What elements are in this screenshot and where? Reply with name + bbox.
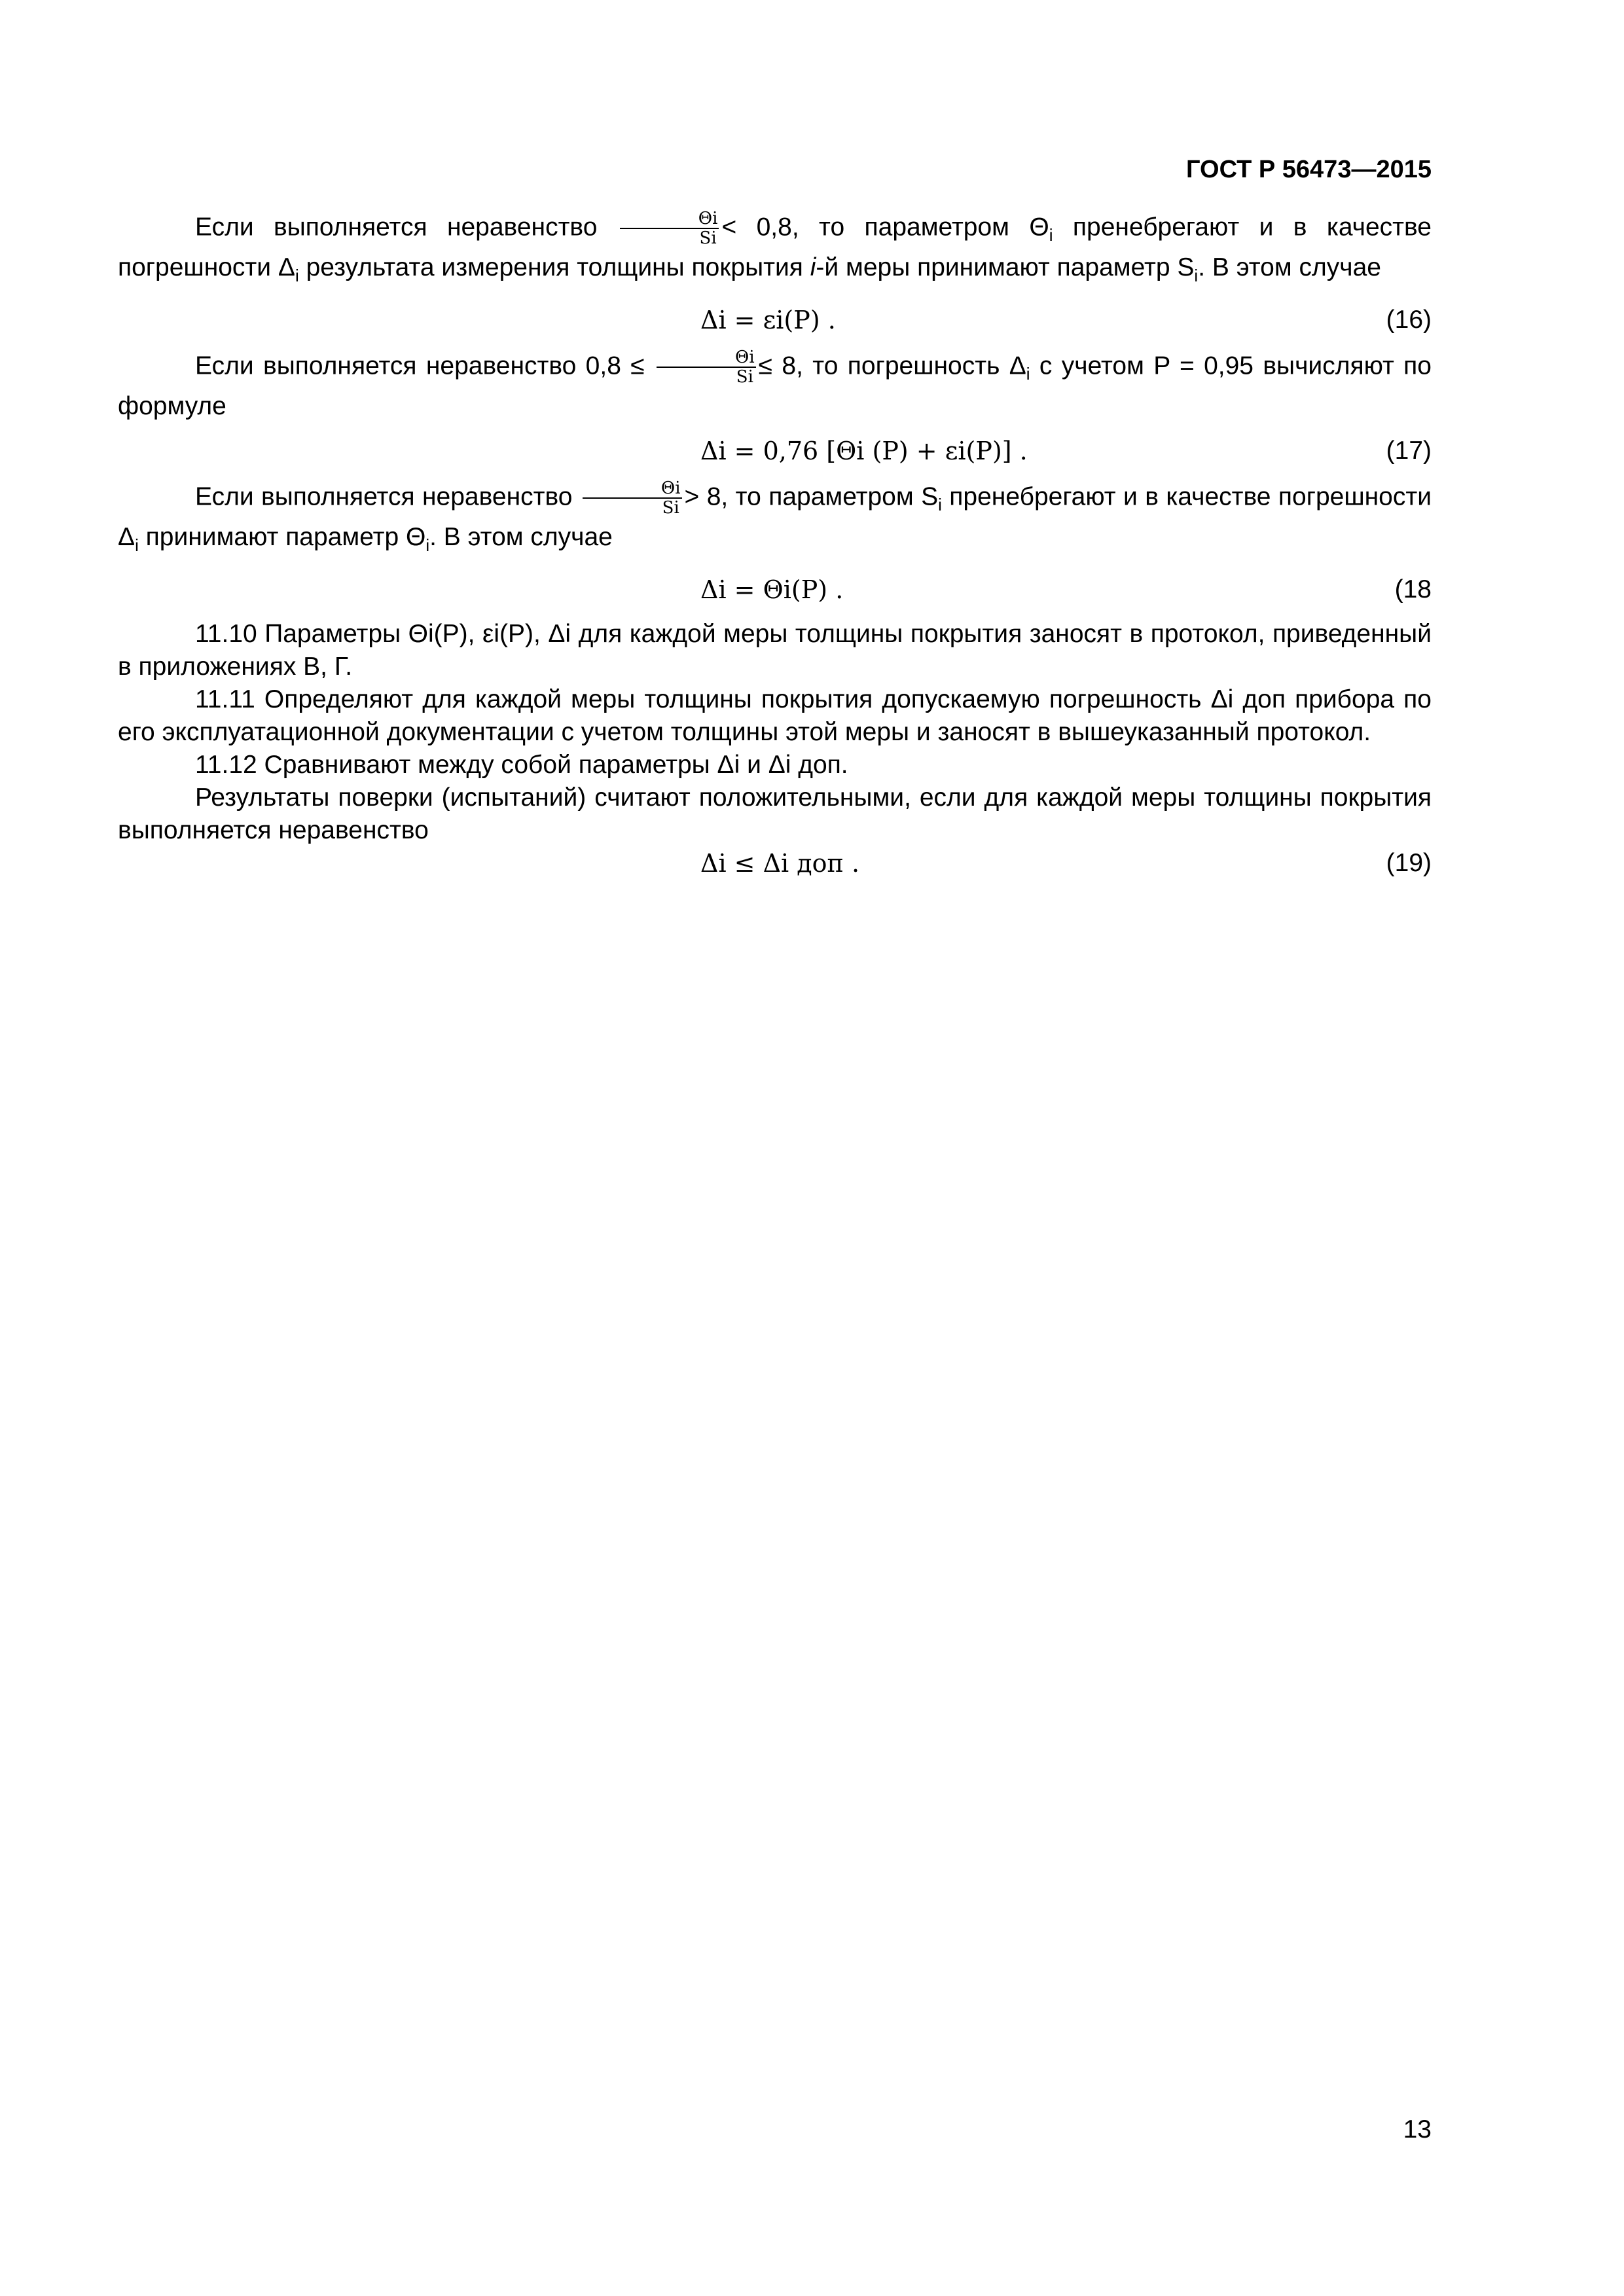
- text: -й меры принимают параметр S: [816, 253, 1195, 282]
- fraction-denominator: Si: [662, 497, 679, 518]
- equation-number: (19): [1386, 848, 1432, 877]
- text: пренебрегают и в качестве погрешности Δ: [118, 213, 1432, 282]
- equation-number: (18: [1394, 575, 1432, 603]
- italic-i: i: [810, 253, 816, 282]
- text: с учетом P = 0,95 вычисляют по формуле: [118, 351, 1432, 420]
- fraction-theta-over-s: [583, 479, 682, 517]
- text: Если выполняется неравенство 0,8 ≤: [195, 351, 645, 380]
- equation-expression: Δi = 0,76 [Θi (P) + εi(P)] .: [700, 436, 1028, 465]
- text: результата измерения толщины покрытия: [298, 253, 810, 282]
- paragraph-condition-low: [118, 209, 1432, 292]
- text: ≤ 8, то погрешность Δ: [758, 351, 1026, 380]
- fraction-theta-over-s: [620, 209, 719, 247]
- text: Если выполняется неравенство: [195, 213, 598, 242]
- equation-17: [118, 428, 1432, 473]
- equation-16: [118, 297, 1432, 342]
- subscript: i: [135, 535, 139, 555]
- text: Если выполняется неравенство: [195, 482, 573, 511]
- fraction-denominator: Si: [699, 228, 717, 248]
- fraction-numerator: Θi: [657, 348, 756, 368]
- equation-18: [118, 567, 1432, 611]
- page-number: 13: [1403, 2115, 1432, 2144]
- equation-number: (17): [1386, 436, 1432, 465]
- subscript: i: [295, 265, 299, 285]
- fraction-denominator: Si: [736, 367, 753, 387]
- equation-expression: Δi ≤ Δi доп .: [700, 848, 860, 878]
- subscript: i: [1194, 265, 1199, 285]
- paragraph-condition-mid: [118, 348, 1432, 423]
- document-body: [118, 209, 1432, 898]
- paragraph-result: Результаты поверки (испытаний) считают положительными, если для каждой меры толщины покрытия выполняется неравенство: [118, 783, 1432, 844]
- equation-expression: Δi = εi(P) .: [700, 305, 836, 334]
- subscript: i: [425, 535, 430, 555]
- document-id: ГОСТ Р 56473—2015: [1186, 156, 1432, 183]
- paragraph-11-11: 11.11 Определяют для каждой меры толщины покрытия допускаемую погрешность Δi доп прибора по его эксплуатационной документации с учетом толщины этой меры и заносят в вышеуказанный протокол.: [118, 685, 1432, 746]
- text: пренебрегают и в качестве погрешности Δ: [118, 482, 1432, 552]
- subscript: i: [1049, 225, 1053, 245]
- text: . В этом случае: [429, 523, 613, 552]
- text: > 8, то параметром S: [684, 482, 939, 511]
- paragraph-11-10: 11.10 Параметры Θi(P), εi(P), Δi для каждой меры толщины покрытия заносят в протокол, приведенный в приложениях В, Г.: [118, 619, 1432, 681]
- text: . В этом случае: [1198, 253, 1381, 282]
- text: < 0,8, то параметром Θ: [721, 213, 1049, 242]
- paragraph-11-12: 11.12 Сравнивают между собой параметры Δi и Δi доп.: [195, 750, 848, 779]
- fraction-numerator: Θi: [583, 479, 682, 499]
- fraction-numerator: Θi: [620, 209, 719, 229]
- subscript: i: [1026, 363, 1030, 384]
- fraction-theta-over-s: [657, 348, 756, 386]
- equation-number: (16): [1386, 305, 1432, 334]
- paragraph-condition-high: [118, 479, 1432, 562]
- equation-expression: Δi = Θi(P) .: [700, 575, 844, 604]
- text: принимают параметр Θ: [138, 523, 426, 552]
- equation-19: [118, 847, 1432, 891]
- subscript: i: [938, 495, 942, 515]
